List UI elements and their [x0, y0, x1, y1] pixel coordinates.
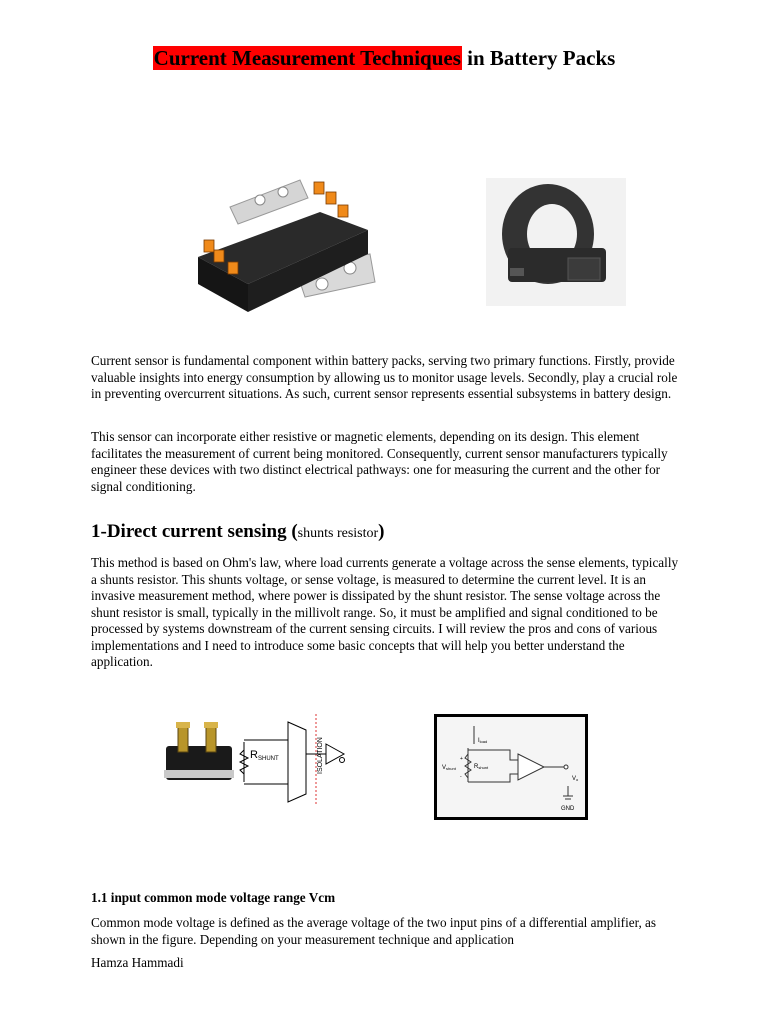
- section-heading-small: shunts resistor: [297, 526, 379, 541]
- iload-label: Iload: [478, 738, 488, 744]
- title-rest: in Battery Packs: [461, 46, 616, 70]
- author-footer: Hamza Hammadi: [91, 955, 184, 970]
- page-title: [0, 44, 768, 72]
- hall-sensor-photo: [486, 178, 626, 306]
- isolation-label: ISOLATION: [317, 737, 324, 774]
- plus-sign: +: [460, 756, 463, 762]
- shunt-isolation-diagram: [160, 712, 360, 808]
- paragraph-elements: This sensor can incorporate either resistive or magnetic elements, depending on its design. This element facilitates the measurement of current being monitored. Consequently, current sensor manufacturers typically engineer these devices with two distinct electrical pathways: one for measuring the current and the other for signal conditioning.: [91, 429, 668, 494]
- r-shunt-label: R: [250, 749, 258, 761]
- paragraph-ohms-law: This method is based on Ohm's law, where load currents generate a voltage across the sense elements, typically a shunts resistor. This shunts voltage, or sense voltage, is measured to determine the current level. It is an invasive measurement method, where power is dissipated by the shunt resistor. The sense voltage across the shunt resistor is small, typically in the millivolt range. So, it must be amplified and signal conditioned to be processed by systems downstream of the current sensing circuits. I will review the pros and cons of various implementations and I need to introduce some basic concepts that will help you better understand the application.: [91, 555, 679, 669]
- vo-label: Vo: [572, 776, 579, 782]
- paragraph-intro: Current sensor is fundamental component within battery packs, serving two primary functions. Firstly, provide valuable insights into energy consumption by allowing us to monitor usage levels. Secondly, play a crucial role in preventing overcurrent situations. As such, current sensor represents essential subsystems in battery design.: [91, 353, 678, 401]
- shunt-module-photo: [190, 172, 380, 322]
- section-heading-direct-sensing: [91, 520, 385, 546]
- section-heading-main: 1-Direct current sensing (: [91, 521, 298, 542]
- minus-sign: -: [460, 774, 462, 780]
- title-highlight: Current Measurement Techniques: [153, 46, 461, 70]
- vshunt-label: Vshunt: [442, 765, 456, 771]
- differential-amp-diagram: [434, 714, 588, 820]
- section-heading-close: ): [378, 521, 385, 542]
- subsection-heading-vcm: 1.1 input common mode voltage range Vcm: [91, 890, 336, 905]
- gnd-label: GND: [561, 806, 575, 812]
- paragraph-common-mode: Common mode voltage is defined as the average voltage of the two input pins of a differential amplifier, as shown in the figure. Depending on your measurement technique and application: [91, 915, 657, 947]
- rshunt-label: Rshunt: [474, 764, 489, 770]
- r-shunt-sub: SHUNT: [258, 756, 279, 762]
